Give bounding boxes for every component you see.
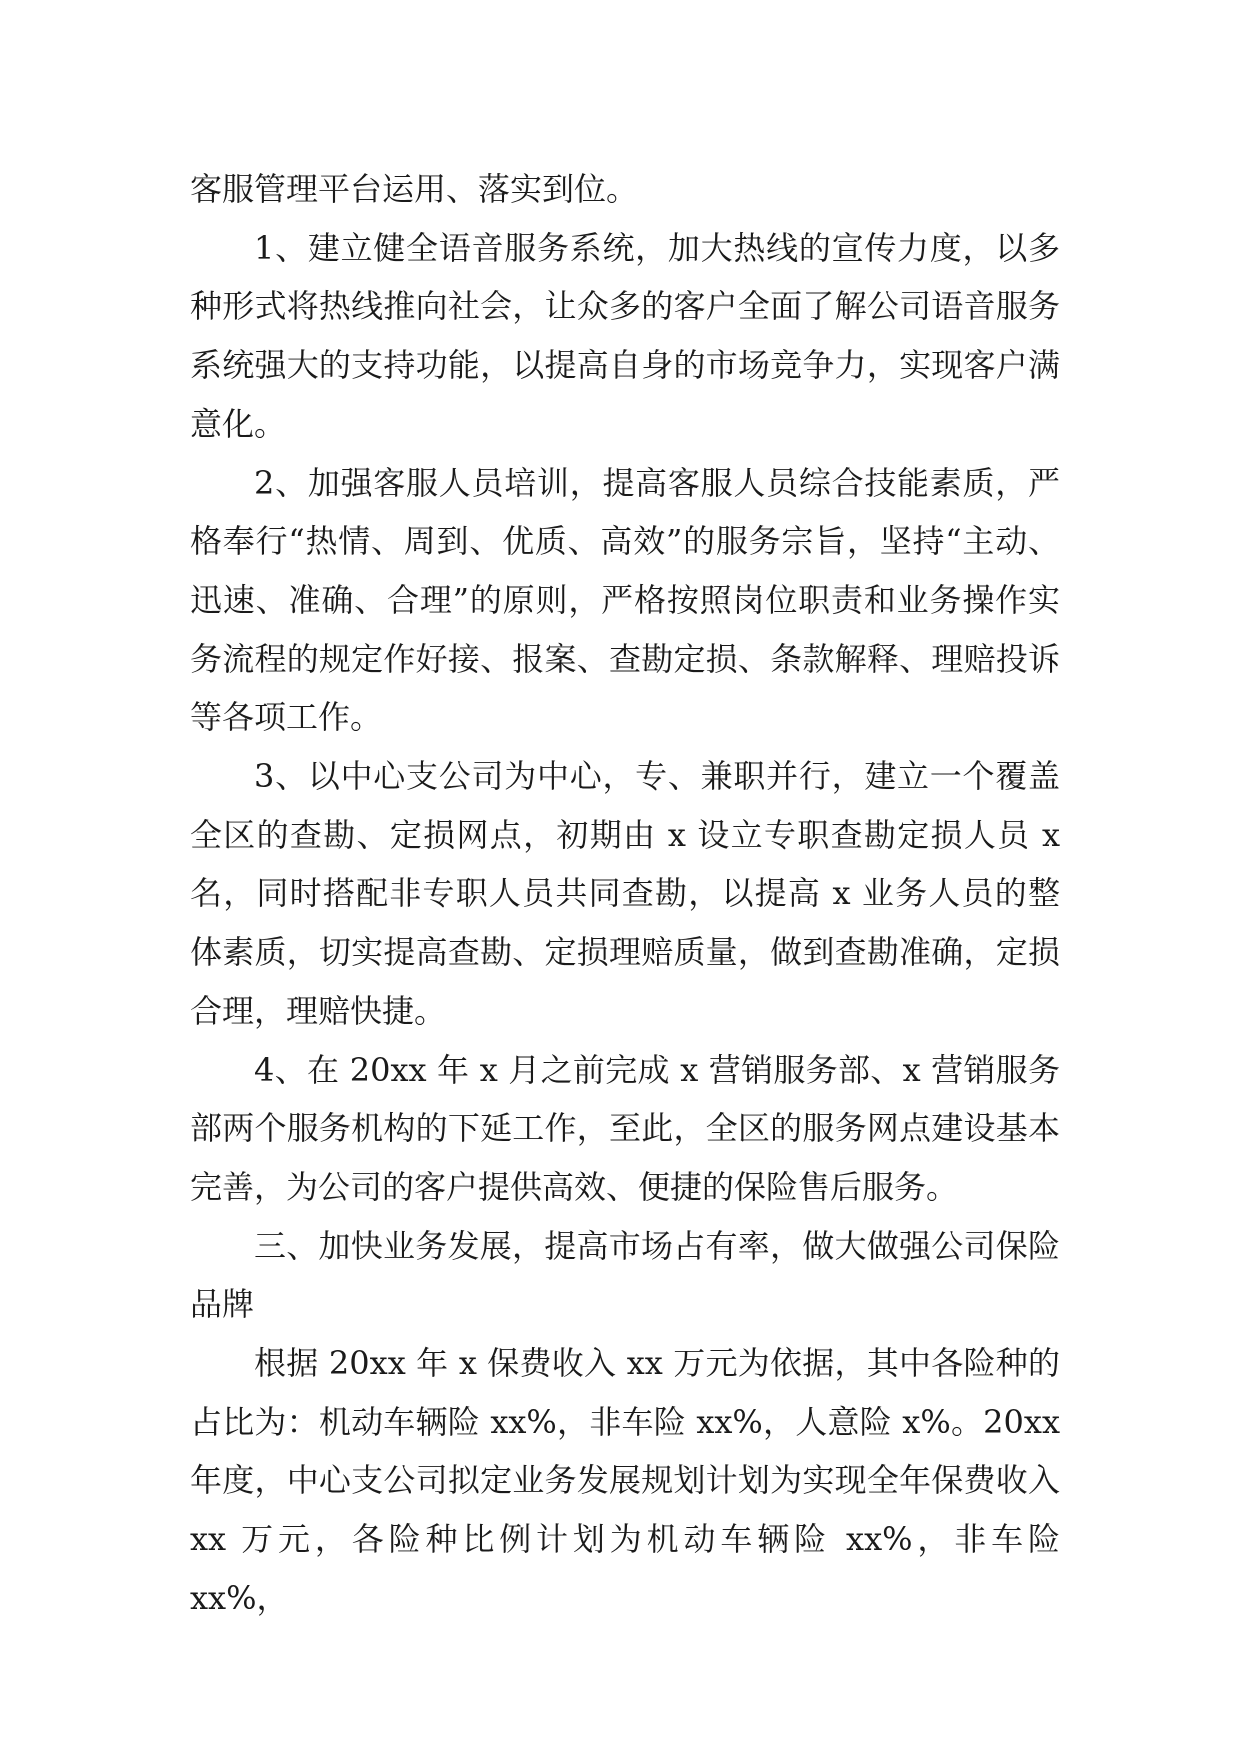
document-body — [190, 160, 1060, 1628]
paragraph-item-4: 4、在 20xx 年 x 月之前完成 x 营销服务部、x 营销服务部两个服务机构的下延工作，至此，全区的服务网点建设基本完善，为公司的客户提供高效、便捷的保险售后服务。 — [190, 1050, 1060, 1206]
paragraph-continuation: 客服管理平台运用、落实到位。 — [190, 170, 639, 208]
paragraph-item-2: 2、加强客服人员培训，提高客服人员综合技能素质，严格奉行“热情、周到、优质、高效”的服务宗旨，坚持“主动、迅速、准确、合理”的原则，严格按照岗位职责和业务操作实务流程的规定作好接、报案、查勘定损、条款解释、理赔投诉等各项工作。 — [190, 463, 1060, 737]
section-heading-3: 三、加快业务发展，提高市场占有率，做大做强公司保险品牌 — [190, 1226, 1060, 1324]
paragraph-item-3: 3、以中心支公司为中心，专、兼职并行，建立一个覆盖全区的查勘、定损网点，初期由 x 设立专职查勘定损人员 x 名，同时搭配非专职人员共同查勘，以提高 x 业务人员的整体素质，切实提高查勘、定损理赔质量，做到查勘准确，定损合理，理赔快捷。 — [190, 757, 1060, 1030]
paragraph-section-3-body: 根据 20xx 年 x 保费收入 xx 万元为依据，其中各险种的占比为：机动车辆险 xx%，非车险 xx%，人意险 x%。20xx 年度，中心支公司拟定业务发展规划计划为实现全年保费收入 xx 万元，各险种比例计划为机动车辆险 xx%，非车险 xx%， — [190, 1344, 1060, 1617]
paragraph-item-1: 1、建立健全语音服务系统，加大热线的宣传力度，以多种形式将热线推向社会，让众多的客户全面了解公司语音服务系统强大的支持功能，以提高自身的市场竞争力，实现客户满意化。 — [190, 228, 1060, 443]
